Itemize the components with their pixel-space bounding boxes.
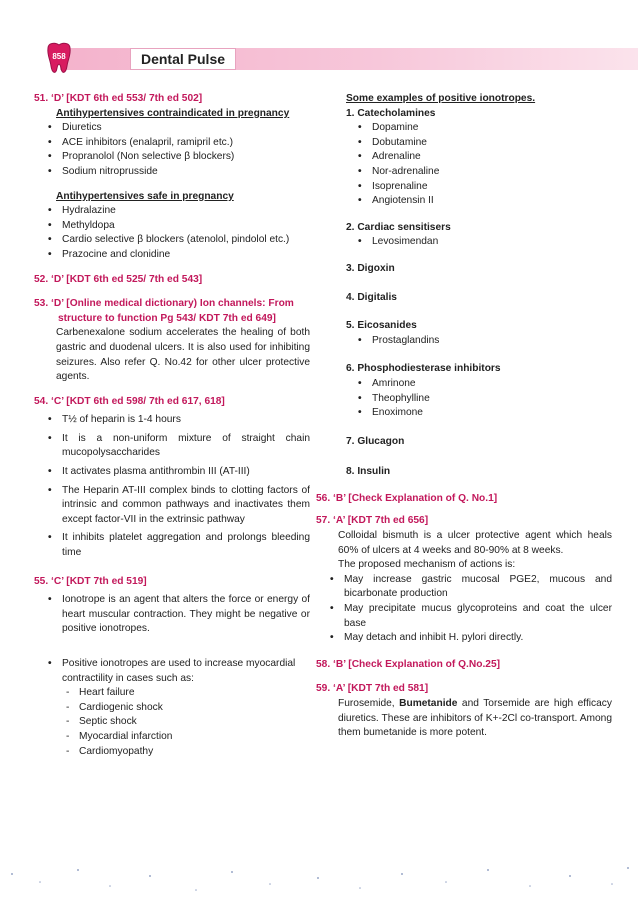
list-item: • Diuretics: [34, 121, 310, 136]
list-item: • It is a non-uniform mixture of straight chain mucopolysaccharides: [34, 432, 310, 461]
explanation-text: The proposed mechanism of actions is:: [338, 559, 516, 571]
answer-heading: ‘B’ [Check Explanation of Q. No.1]: [333, 492, 498, 504]
question-number: 53.: [34, 298, 49, 310]
list-item: - Heart failure: [34, 686, 310, 701]
question-number: 55.: [34, 575, 49, 587]
group-label: 1. Catecholamines: [346, 107, 436, 119]
question-number: 56.: [316, 492, 331, 504]
left-column: [34, 92, 310, 759]
page-number: 858: [52, 52, 66, 61]
group-label: 4. Digitalis: [346, 291, 397, 303]
right-column: [316, 92, 612, 741]
group-label: 5. Eicosanides: [346, 320, 417, 332]
cases-list: [34, 686, 310, 759]
footer-speckle: [0, 860, 638, 900]
list-item: - Cardiogenic shock: [34, 701, 310, 716]
list-item: • Adrenaline: [346, 150, 612, 165]
question-52: [34, 273, 310, 288]
safe-list: [34, 204, 310, 262]
question-number: 58.: [316, 658, 331, 670]
question-53: [34, 297, 310, 385]
list-item: • Ionotrope is an agent that alters the force or energy of heart muscular contraction. They might be negative or positive ionotropes.: [34, 593, 310, 637]
text-part: Furosemide,: [338, 698, 400, 709]
list-item: • Enoximone: [346, 406, 612, 421]
list-item: • Isoprenaline: [346, 180, 612, 195]
answer-heading: ‘C’ [KDT 7th ed 519]: [51, 575, 147, 587]
emphasis-text: Bumetanide: [399, 698, 458, 709]
answer-heading: ‘C’ [KDT 6th ed 598/ 7th ed 617, 618]: [51, 395, 225, 407]
contraindicated-list: [34, 121, 310, 179]
list-item: - Septic shock: [34, 715, 310, 730]
group-items: [346, 235, 612, 250]
question-number: 52.: [34, 273, 49, 285]
group-label: 3. Digoxin: [346, 262, 395, 274]
contraindicated-title: Antihypertensives contraindicated in pregnancy: [56, 107, 290, 119]
list-item: • It inhibits platelet aggregation and prolongs bleeding time: [34, 531, 310, 560]
question-56: [316, 492, 612, 507]
explanation-text: Colloidal bismuth is a ulcer protective agent which heals 60% of ulcers at 4 weeks and 80-90% at 8 weeks.: [338, 530, 612, 556]
list-item: - Cardiomyopathy: [34, 745, 310, 760]
answer-heading: ‘D’ [KDT 6th ed 525/ 7th ed 543]: [51, 273, 203, 285]
list-item: • Levosimendan: [346, 235, 612, 250]
list-item: • Dopamine: [346, 121, 612, 136]
list-item: • Hydralazine: [34, 204, 310, 219]
list-item: • Methyldopa: [34, 219, 310, 234]
ionotropes-section: [316, 92, 612, 480]
group-label: 7. Glucagon: [346, 435, 405, 447]
list-item: • Angiotensin II: [346, 194, 612, 209]
answer-heading: ‘A’ [KDT 7th ed 581]: [333, 683, 429, 695]
running-title: Dental Pulse: [130, 48, 236, 70]
ionotrope-definition: [34, 593, 310, 637]
question-55: [34, 575, 310, 760]
list-item: • Prazocine and clonidine: [34, 248, 310, 263]
list-item: • The Heparin AT-III complex binds to clotting factors of intrinsic and common pathways and inactivates them except factor-VII in the extrinsic pathway: [34, 484, 310, 528]
question-number: 54.: [34, 395, 49, 407]
group-items: [346, 377, 612, 421]
list-item: - Myocardial infarction: [34, 730, 310, 745]
examples-title: Some examples of positive ionotropes.: [346, 93, 536, 104]
question-number: 51.: [34, 93, 49, 104]
text-part: and Torsemide are high efficacy diuretics. These are inhibitors of K+-2Cl co-transport. Among them bumetanide is more potent.: [338, 698, 612, 739]
mechanism-list: [316, 573, 612, 646]
list-item: • ACE inhibitors (enalapril, ramipril etc.): [34, 136, 310, 151]
list-item: • It activates plasma antithrombin III (AT-III): [34, 465, 310, 480]
heparin-facts-list: [34, 413, 310, 560]
question-number: 59.: [316, 683, 331, 695]
group-label: 6. Phosphodiesterase inhibitors: [346, 363, 501, 375]
question-59: [316, 682, 612, 740]
list-item: • Nor-adrenaline: [346, 165, 612, 180]
question-58: [316, 658, 612, 673]
explanation-text: [316, 697, 612, 741]
ionotrope-uses: [34, 657, 310, 686]
list-item: • Dobutamine: [346, 136, 612, 151]
group-label: 2. Cardiac sensitisers: [346, 221, 451, 233]
list-item: • Cardio selective β blockers (atenolol, pindolol etc.): [34, 233, 310, 248]
list-item: • Amrinone: [346, 377, 612, 392]
list-item: • Sodium nitroprusside: [34, 165, 310, 180]
answer-heading: ‘D’ [KDT 6th ed 553/ 7th ed 502]: [51, 93, 203, 104]
list-item: • May increase gastric mucosal PGE2, mucous and bicarbonate production: [316, 573, 612, 602]
safe-title: Antihypertensives safe in pregnancy: [56, 190, 234, 202]
group-label: 8. Insulin: [346, 466, 391, 478]
list-item: • Propranolol (Non selective β blockers): [34, 150, 310, 165]
explanation-text: Carbenexalone sodium accelerates the healing of both gastric and duodenal ulcers. It is also used for inhibiting seizures. Also refer Q. No.42 for other ulcer protective agents.: [56, 327, 310, 383]
list-item: • May precipitate mucus glycoproteins and coat the ulcer base: [316, 602, 612, 631]
group-items: [346, 334, 612, 349]
group-items: [346, 121, 612, 209]
answer-heading: ‘A’ [KDT 7th ed 656]: [333, 515, 429, 527]
list-item: • May detach and inhibit H. pylori directly.: [316, 631, 612, 646]
question-51: [34, 92, 310, 263]
question-54: [34, 395, 310, 561]
answer-heading: ‘B’ [Check Explanation of Q.No.25]: [333, 658, 501, 670]
list-item: • Prostaglandins: [346, 334, 612, 349]
answer-heading: ‘D’ [Online medical dictionary) Ion channels: From structure to function Pg 543/ KDT 7th ed 649]: [51, 298, 294, 324]
list-item: • Theophylline: [346, 392, 612, 407]
question-57: [316, 514, 612, 645]
list-item: • Positive ionotropes are used to increase myocardial contractility in cases such as:: [34, 657, 310, 686]
list-item: • T½ of heparin is 1-4 hours: [34, 413, 310, 428]
question-number: 57.: [316, 515, 331, 527]
